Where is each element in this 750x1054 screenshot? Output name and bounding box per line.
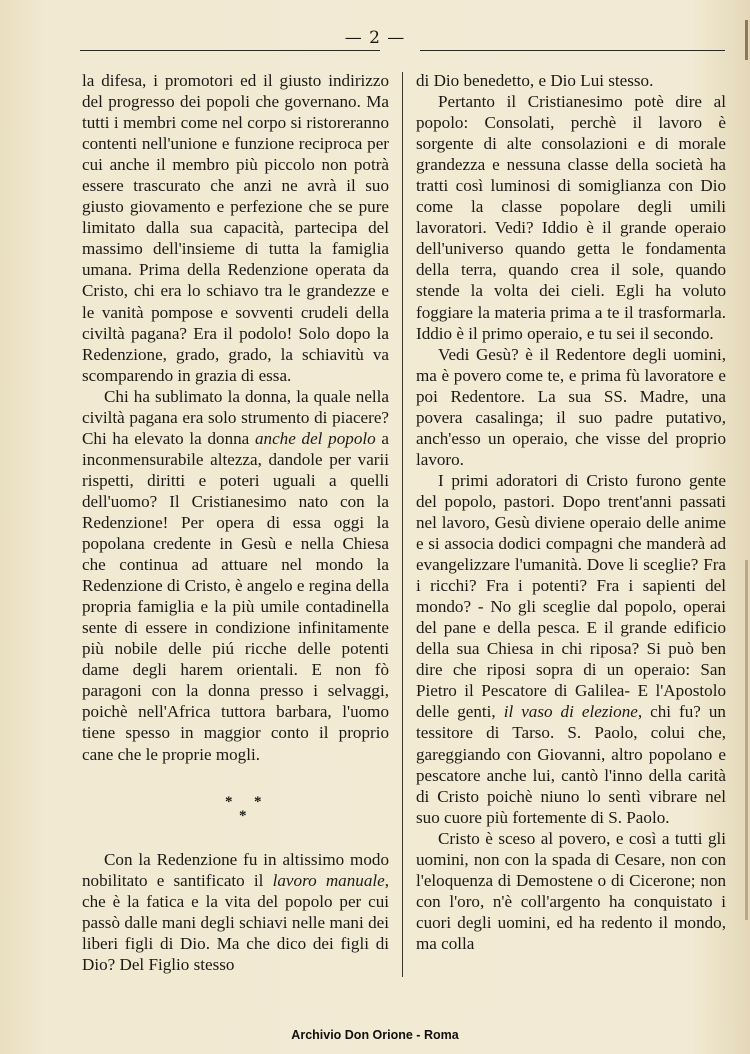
text-run: a inconmensurabile altezza, dandole per varii rispetti, diritti e poteri uguali a quelli dell'uomo? Il Cristianesimo nato con la Redenzione! Per opera di essa oggi la popolana credente in Gesù e nella Chiesa che continua ad attuare nel mondo la Redenzione di Cristo, è angelo e regina della propria famiglia e la più umile contadinella sente di essere in condizione infinitamente più nobile delle piú ricche delle potenti dame degli harem orientali. E non fò paragoni con la donna presso i selvaggi, poichè nell'Africa tuttora barbara, l'uomo tiene spesso in maggior conto il proprio cane che le proprie mogli. — [82, 428, 389, 764]
paragraph: Pertanto il Cristianesimo potè dire al popolo: Consolati, perchè il lavoro è sorgente di alte consolazioni e di morale grandezza e nessuna classe della società ha tratti così luminosi di somiglianza con Dio come la classe popolare degli umili lavoratori. Vedi? Iddio è il grande operaio dell'universo quando getta le fondamenta della terra, quando crea il sole, quando stende la volta dei cieli. Egli ha voluto foggiare la materia prima a te il trasformarla. Iddio è il primo operaio, e tu sei il secondo. — [416, 92, 726, 343]
paragraph: di Dio benedetto, e Dio Lui stesso. — [416, 71, 654, 90]
paragraph: Cristo è sceso al povero, e così a tutti gli uomini, non con la spada di Cesare, non con l'eloquenza di Demostene o di Cicerone; non con l'oro, n'è coll'argento ha conquistato i cuori degli uomini, ed ha redento il mondo, ma colla — [416, 828, 726, 953]
paragraph: la difesa, i promotori ed il giusto indirizzo del progresso dei popoli che governano. Ma tutti i membri come nel corpo si ristoreranno contenti nell'unione e funzione reciproca per cui anche il membro più piccolo non potrà essere trascurato che anzi ne avrà il suo giusto giovamento e perfezione che se pure limitato dalla sua capacità, partecipa del massimo dell'insieme di tutta la famiglia umana. Prima della Redenzione operata da Cristo, chi era lo schiavo tra le grandezze e le vanità pompose e sovventi crudeli della civiltà pagana? Era il podolo! Solo dopo la Redenzione, grado, grado, la schiavitù va scomparendo in grazia di essa. — [82, 71, 389, 385]
text-run: , chi fu? un tessitore di Tarso. S. Paolo, colui che, gareggiando con Giovanni, altro popolano e pescatore anche lui, cantò l'inno della carità di Cristo poichè niuno lo sentì vibrare nel suo cuore più fortemente di S. Paolo. — [416, 702, 726, 827]
italic-text: lavoro manuale — [272, 870, 385, 890]
right-column — [416, 70, 726, 954]
section-separator — [82, 765, 389, 849]
paragraph — [416, 470, 726, 828]
page-number: — 2 — — [344, 28, 406, 48]
italic-text: il vaso di elezione — [503, 702, 638, 722]
header-rule-left — [80, 50, 380, 51]
text-run: Con la Redenzione fu in altissimo modo nobilitato e santificato il — [82, 849, 389, 890]
page-edge-mark — [745, 560, 748, 920]
page-edge-mark — [745, 20, 748, 60]
column-divider — [402, 72, 403, 977]
separator-star: * — [254, 793, 262, 810]
italic-text: anche del popolo — [255, 428, 376, 448]
left-column — [82, 70, 389, 975]
text-run: Chi ha sublimato la donna, la quale nella civiltà pagana era solo strumento di piacere? Chi ha elevato la donna — [82, 386, 389, 448]
text-run: , che è la fatica e la vita del popolo per cui passò dalle mani degli schiavi nelle mani dei liberi figli di Dio. Ma che dico dei figli di Dio? Del Figlio stesso — [82, 870, 389, 974]
paragraph — [82, 386, 389, 765]
paragraph: Vedi Gesù? è il Redentore degli uomini, ma è povero come te, e prima fù lavoratore e poi Redentore. La sua SS. Madre, una povera casalinga; il suo padre putativo, anch'esso un operaio, che visse del proprio lavoro. — [416, 344, 726, 469]
paragraph — [82, 849, 389, 975]
text-run: I primi adoratori di Cristo furono gente del popolo, pastori. Dopo trent'anni passati nel lavoro, Gesù diviene operaio delle anime e si associa dodici compagni che manderà ad evangelizzare l'umanità. Dove li sceglie? Fra i ricchi? Fra i potenti? Fra i sapienti del mondo? - No gli sceglie dal popolo, operai del pane e della pesca. E il grande edificio della sua Chiesa in chi riposa? Si può ben dire che riposi sopra di un operaio: San Pietro il Pescatore di Galilea- E l'Apostolo delle genti, — [416, 470, 726, 722]
separator-star: * — [225, 793, 233, 810]
archive-footer: Archivio Don Orione - Roma — [291, 1028, 459, 1042]
header-rule-right — [420, 50, 725, 51]
separator-star: * — [239, 807, 247, 824]
